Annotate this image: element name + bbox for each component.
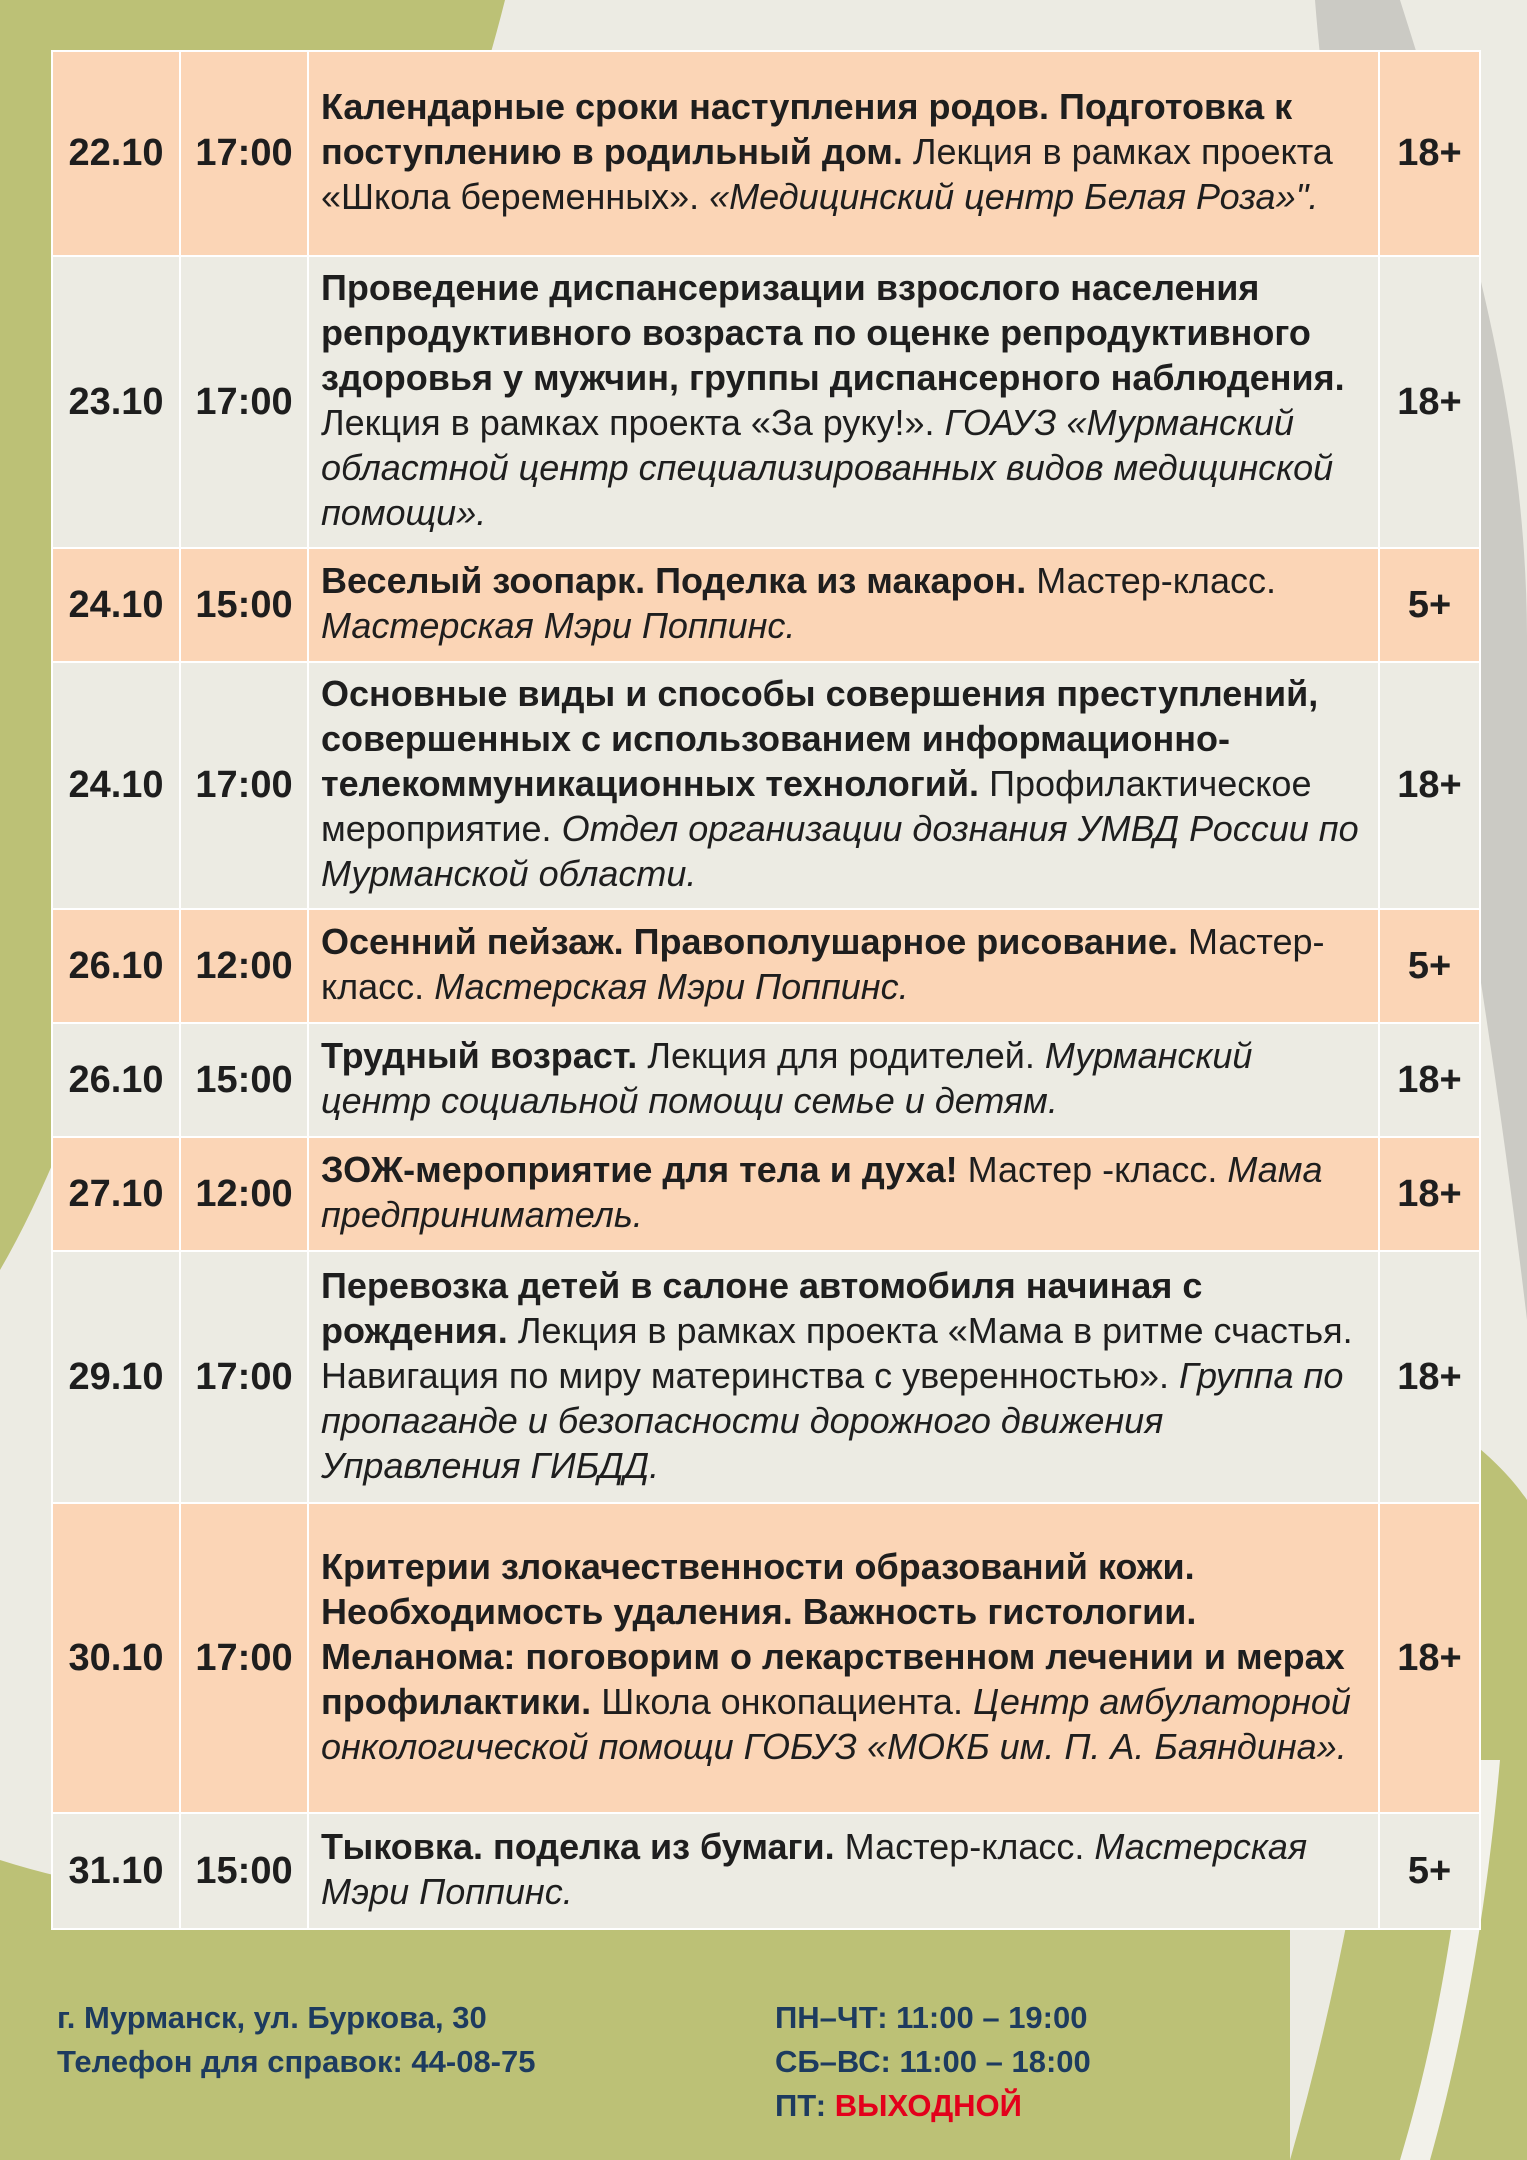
footer-hours-friday bbox=[775, 2088, 1022, 2124]
event-date: 23.10 bbox=[52, 256, 180, 548]
friday-label: ПТ: bbox=[775, 2088, 827, 2123]
event-title: Проведение диспансеризации взрослого населения репродуктивного возраста по оценке репродуктивного здоровья у мужчин, группы диспансерного наблюдения. bbox=[321, 267, 1345, 398]
event-title: Тыковка. поделка из бумаги. bbox=[321, 1826, 835, 1867]
event-organizer: Центр амбулаторной онкологической помощи ГОБУЗ «МОКБ им. П. А. Баяндина». bbox=[321, 1680, 1351, 1767]
event-date: 30.10 bbox=[52, 1503, 180, 1813]
table-row bbox=[52, 909, 1480, 1023]
event-age: 18+ bbox=[1379, 256, 1480, 548]
event-title: Перевозка детей в салоне автомобиля начиная с рождения. bbox=[321, 1264, 1203, 1351]
event-kind: Мастер-класс. bbox=[321, 921, 1325, 1007]
event-title: Трудный возраст. bbox=[321, 1035, 638, 1076]
table-row bbox=[52, 256, 1480, 548]
event-description bbox=[308, 51, 1379, 256]
event-date: 27.10 bbox=[52, 1137, 180, 1251]
event-age: 18+ bbox=[1379, 51, 1480, 256]
event-date: 24.10 bbox=[52, 662, 180, 909]
table-row bbox=[52, 662, 1480, 909]
event-kind: Профилактическое мероприятие. bbox=[321, 763, 1312, 849]
event-age: 18+ bbox=[1379, 1251, 1480, 1503]
event-age: 18+ bbox=[1379, 662, 1480, 909]
footer-hours-weekend: СБ–ВС: 11:00 – 18:00 bbox=[775, 2044, 1091, 2079]
event-description bbox=[308, 1023, 1379, 1137]
event-kind: Лекция в рамках проекта «За руку!». bbox=[321, 402, 935, 443]
event-date: 22.10 bbox=[52, 51, 180, 256]
event-kind: Мастер-класс. bbox=[1036, 560, 1276, 601]
event-organizer: «Медицинский центр Белая Роза»". bbox=[709, 176, 1319, 217]
event-date: 24.10 bbox=[52, 548, 180, 662]
event-kind: Школа онкопациента. bbox=[601, 1680, 963, 1722]
event-title: Веселый зоопарк. Поделка из макарон. bbox=[321, 560, 1027, 601]
event-date: 31.10 bbox=[52, 1813, 180, 1929]
event-kind: Мастер-класс. bbox=[844, 1826, 1085, 1867]
event-age: 18+ bbox=[1379, 1137, 1480, 1251]
event-kind: Лекция для родителей. bbox=[647, 1035, 1035, 1076]
event-kind: Лекция в рамках проекта «Мама в ритме счастья. Навигация по миру материнства с уверенностью». bbox=[321, 1309, 1353, 1396]
event-organizer: ГОАУЗ «Мурманский областной центр специализированных видов медицинской помощи». bbox=[321, 402, 1334, 533]
event-time: 17:00 bbox=[180, 256, 308, 548]
event-description bbox=[308, 1503, 1379, 1813]
event-kind: Лекция в рамках проекта «Школа беременных». bbox=[321, 131, 1333, 217]
event-organizer: Мастерская Мэри Поппинс. bbox=[434, 966, 909, 1007]
event-title: Осенний пейзаж. Правополушарное рисование. bbox=[321, 921, 1178, 962]
table-row bbox=[52, 1813, 1480, 1929]
event-age: 18+ bbox=[1379, 1503, 1480, 1813]
event-date: 26.10 bbox=[52, 1023, 180, 1137]
event-organizer: Мурманский центр социальной помощи семье и детям. bbox=[321, 1035, 1253, 1121]
event-time: 17:00 bbox=[180, 1251, 308, 1503]
event-age: 5+ bbox=[1379, 548, 1480, 662]
event-description bbox=[308, 662, 1379, 909]
event-time: 15:00 bbox=[180, 1023, 308, 1137]
event-age: 5+ bbox=[1379, 1813, 1480, 1929]
event-age: 18+ bbox=[1379, 1023, 1480, 1137]
event-time: 15:00 bbox=[180, 1813, 308, 1929]
event-time: 12:00 bbox=[180, 1137, 308, 1251]
event-description bbox=[308, 1813, 1379, 1929]
event-date: 29.10 bbox=[52, 1251, 180, 1503]
table-row bbox=[52, 1023, 1480, 1137]
events-table bbox=[51, 50, 1481, 1930]
event-organizer: Мастерская Мэри Поппинс. bbox=[321, 1826, 1308, 1912]
event-organizer: Мама предприниматель. bbox=[321, 1149, 1323, 1235]
event-time: 17:00 bbox=[180, 1503, 308, 1813]
table-row bbox=[52, 548, 1480, 662]
event-description bbox=[308, 1137, 1379, 1251]
event-time: 12:00 bbox=[180, 909, 308, 1023]
table-row bbox=[52, 1251, 1480, 1503]
footer-address: г. Мурманск, ул. Буркова, 30 bbox=[57, 2000, 487, 2035]
table-row bbox=[52, 1137, 1480, 1251]
table-row bbox=[52, 1503, 1480, 1813]
event-organizer: Отдел организации дознания УМВД России по Мурманской области. bbox=[321, 808, 1359, 894]
event-age: 5+ bbox=[1379, 909, 1480, 1023]
event-description bbox=[308, 548, 1379, 662]
table-row bbox=[52, 51, 1480, 256]
closed-badge: ВЫХОДНОЙ bbox=[834, 2088, 1022, 2123]
event-title: ЗОЖ-мероприятие для тела и духа! bbox=[321, 1149, 958, 1190]
footer-hours-weekdays: ПН–ЧТ: 11:00 – 19:00 bbox=[775, 2000, 1088, 2035]
event-date: 26.10 bbox=[52, 909, 180, 1023]
event-time: 15:00 bbox=[180, 548, 308, 662]
event-time: 17:00 bbox=[180, 662, 308, 909]
event-title: Календарные сроки наступления родов. Подготовка к поступлению в родильный дом. bbox=[321, 86, 1293, 172]
footer-phone: Телефон для справок: 44-08-75 bbox=[57, 2044, 536, 2079]
event-description bbox=[308, 256, 1379, 548]
event-description bbox=[308, 909, 1379, 1023]
event-kind: Мастер -класс. bbox=[967, 1149, 1218, 1190]
event-title: Критерии злокачественности образований кожи. Необходимость удаления. Важность гистологии. Меланома: поговорим о лекарственном лечении и мерах профилактики. bbox=[321, 1545, 1345, 1722]
event-organizer: Группа по пропаганде и безопасности дорожного движения Управления ГИБДД. bbox=[321, 1354, 1344, 1486]
event-organizer: Мастерская Мэри Поппинс. bbox=[321, 605, 796, 646]
event-time: 17:00 bbox=[180, 51, 308, 256]
event-description bbox=[308, 1251, 1379, 1503]
event-title: Основные виды и способы совершения преступлений, совершенных с использованием информационно-телекоммуникационных технологий. bbox=[321, 673, 1319, 804]
